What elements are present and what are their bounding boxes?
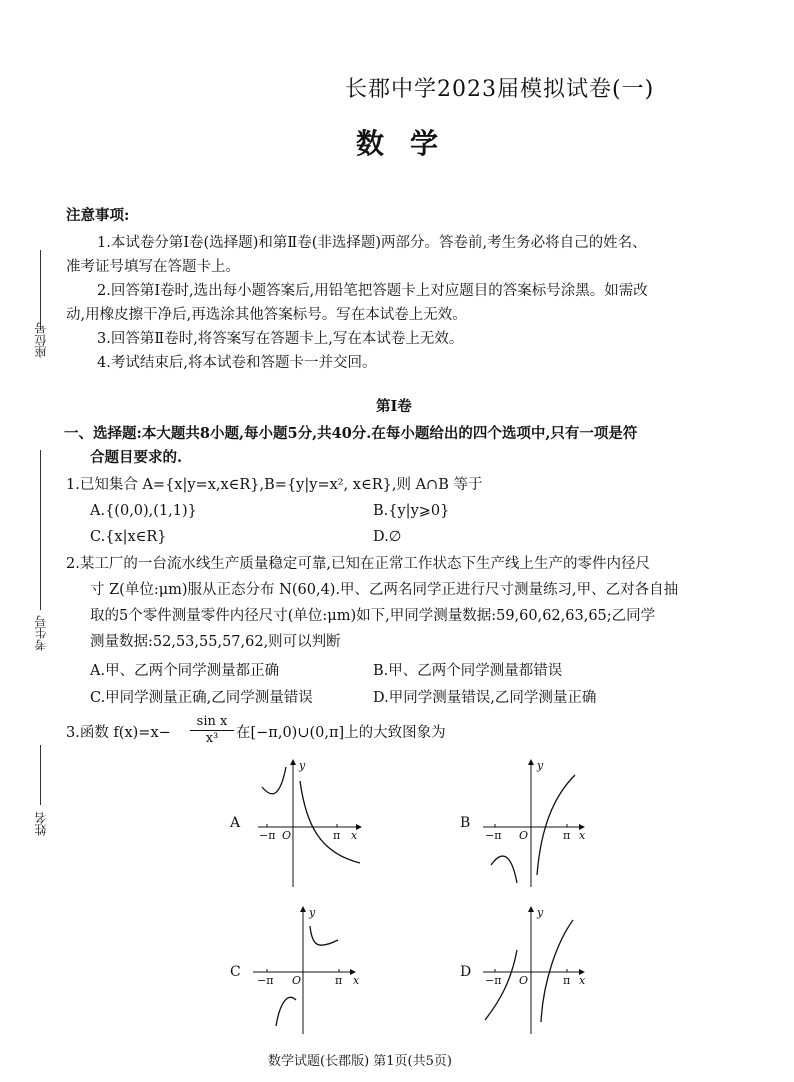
graph-a-x-label: x	[351, 829, 358, 842]
graph-c-curve-right	[310, 926, 338, 945]
graph-b-neg-pi-label: −π	[485, 829, 502, 842]
graph-b-x-label: x	[579, 829, 586, 842]
q1-option-c: C.{x|x∈R}	[90, 529, 167, 545]
q1-option-b: B.{y|y⩾0}	[373, 503, 450, 519]
q2-stem-line: 取的5个零件测量零件内径尺寸(单位:μm)如下,甲同学测量数据:59,60,62,63,65;乙同学	[90, 608, 656, 624]
seat-line	[40, 250, 41, 330]
q1-option-a: A.{(0,0),(1,1)}	[90, 503, 197, 519]
graph-d-pi-label: π	[563, 974, 571, 987]
q2-stem-line: 测量数据:52,53,55,57,62,则可以判断	[90, 634, 341, 650]
graph-a-curve-left	[262, 767, 286, 794]
section-heading-cont: 合题目要求的.	[90, 449, 183, 466]
q2-option-b: B.甲、乙两个同学测量都错误	[373, 663, 563, 679]
q2-stem-line: 寸 Z(单位:μm)服从正态分布 N(60,4).甲、乙两名同学正进行尺寸测量练习,甲、乙对各自抽	[90, 582, 679, 598]
q2-option-d: D.甲同学测量错误,乙同学测量正确	[373, 690, 597, 706]
graph-a-neg-pi-label: −π	[259, 829, 276, 842]
notice-line: 准考证号填写在答题卡上。	[66, 259, 240, 275]
graph-d-letter: D	[460, 964, 472, 980]
graph-b-y-arrow	[528, 759, 534, 765]
graph-d-origin-label: O	[519, 974, 529, 987]
notice-line: 2.回答第Ⅰ卷时,选出每小题答案后,用铅笔把答题卡上对应题目的答案标号涂黑。如需改	[97, 283, 648, 299]
graph-c-curve-left	[276, 997, 296, 1026]
graph-a-origin-label: O	[282, 829, 292, 842]
q1-option-d: D.∅	[373, 529, 402, 545]
q3-fraction-numerator: sin x	[196, 714, 228, 729]
graph-c-y-label: y	[309, 906, 316, 919]
notice-line: 4.考试结束后,将本试卷和答题卡一并交回。	[97, 355, 377, 371]
notice-heading: 注意事项:	[66, 207, 130, 224]
graph-a-pi-label: π	[333, 829, 341, 842]
page-footer: 数学试题(长郡版) 第1页(共5页)	[268, 1054, 452, 1069]
exam-title: 长郡中学2023届模拟试卷(一)	[345, 77, 655, 102]
graph-a-y-arrow	[290, 759, 296, 765]
q1-stem: 1.已知集合 A={x|y=x,x∈R},B={y|y=x², x∈R},则 A∩B 等于	[66, 477, 483, 493]
q2-stem-line: 2.某工厂的一台流水线生产质量稳定可靠,已知在正常工作状态下生产线上生产的零件内径尺	[66, 556, 650, 572]
notice-line: 动,用橡皮擦干净后,再选涂其他答案标号。写在本试卷上无效。	[66, 307, 467, 323]
exam-no-line	[40, 450, 41, 610]
section-heading: 一、选择题:本大题共8小题,每小题5分,共40分.在每小题给出的四个选项中,只有一项是符	[64, 425, 638, 442]
graph-d	[455, 902, 605, 1037]
graph-d-y-label: y	[537, 906, 544, 919]
graph-c-y-arrow	[300, 906, 306, 912]
graph-c-letter: C	[230, 964, 241, 980]
graph-d-neg-pi-label: −π	[485, 974, 502, 987]
name-line	[40, 745, 41, 805]
graph-a-curve-right	[300, 781, 360, 863]
graph-b-curve-right	[537, 775, 575, 875]
notice-line: 1.本试卷分第Ⅰ卷(选择题)和第Ⅱ卷(非选择题)两部分。答卷前,考生务必将自己的姓名、	[97, 235, 647, 251]
q3-fraction	[190, 714, 234, 747]
graph-b-curve-left	[491, 856, 517, 883]
graph-a-letter: A	[230, 815, 241, 831]
volume-heading: 第Ⅰ卷	[376, 398, 412, 415]
graph-d-curve-right	[541, 920, 573, 1022]
graph-c	[220, 902, 370, 1037]
graph-b	[455, 755, 605, 890]
notice-line: 3.回答第Ⅱ卷时,将答案写在答题卡上,写在本试卷上无效。	[97, 331, 464, 347]
graph-c-pi-label: π	[335, 974, 343, 987]
seat-label: 座位号	[34, 322, 48, 358]
graph-d-y-arrow	[528, 906, 534, 912]
graph-b-pi-label: π	[563, 829, 571, 842]
graph-a-y-label: y	[299, 759, 306, 772]
graph-c-x-label: x	[353, 974, 360, 987]
q2-option-a: A.甲、乙两个同学测量都正确	[90, 663, 280, 679]
q2-option-c: C.甲同学测量正确,乙同学测量错误	[90, 690, 313, 706]
graph-b-y-label: y	[537, 759, 544, 772]
q3-stem-suffix: 在[−π,0)∪(0,π]上的大致图象为	[236, 725, 446, 741]
exam-no-label: 考生号	[34, 615, 48, 651]
graph-c-origin-label: O	[292, 974, 302, 987]
graph-b-letter: B	[460, 815, 471, 831]
q3-fraction-denominator: x³	[190, 730, 234, 747]
name-label: 姓名	[34, 812, 48, 836]
q3-stem-prefix: 3.函数 f(x)=x−	[66, 725, 171, 741]
graph-d-x-label: x	[579, 974, 586, 987]
subject-title: 数学	[356, 127, 465, 160]
graph-a	[220, 755, 370, 890]
graph-b-origin-label: O	[519, 829, 529, 842]
graph-c-neg-pi-label: −π	[257, 974, 274, 987]
